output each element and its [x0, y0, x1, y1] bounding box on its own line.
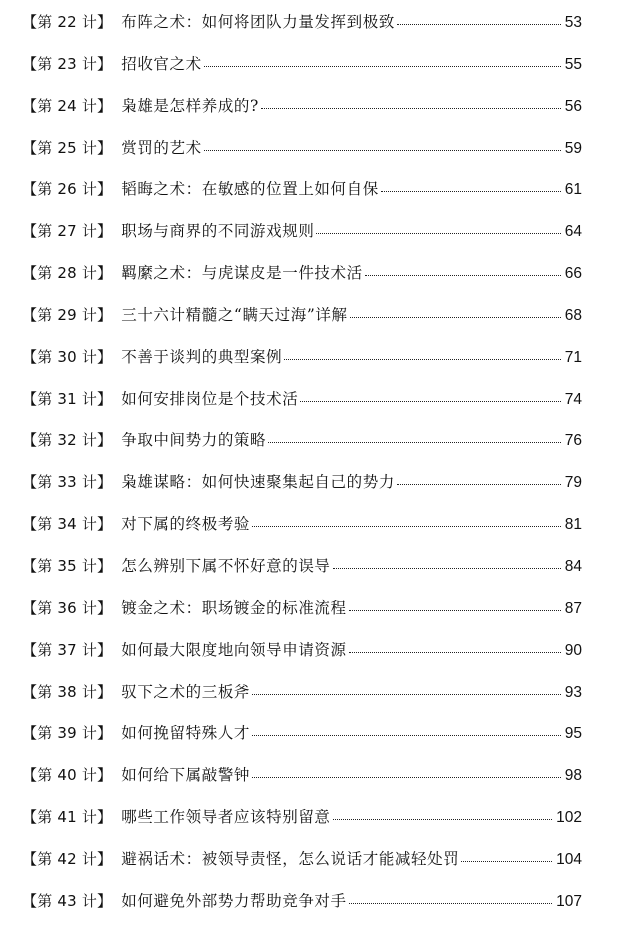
dot-leader — [333, 819, 553, 820]
toc-entry-title: 避祸话术：被领导责怪，怎么说话才能减轻处罚 — [121, 849, 460, 868]
dot-leader — [252, 526, 561, 527]
toc-entry-number: 【第 26 计】 — [22, 180, 113, 199]
toc-entry-page-number: 76 — [564, 432, 582, 450]
dot-leader — [252, 735, 561, 736]
toc-entry-title: 镀金之术：职场镀金的标准流程 — [121, 598, 347, 617]
toc-entry-page-number: 98 — [564, 767, 582, 785]
dot-leader — [204, 66, 561, 67]
toc-entry-number: 【第 42 计】 — [22, 849, 113, 868]
toc-entry-title: 韬晦之术：在敏感的位置上如何自保 — [121, 180, 379, 199]
toc-entry-number: 【第 29 计】 — [22, 305, 113, 324]
toc-entry-number: 【第 32 计】 — [22, 431, 113, 450]
toc-entry-page-number: 104 — [556, 850, 582, 868]
toc-entry-title: 布阵之术：如何将团队力量发挥到极致 — [121, 13, 395, 31]
toc-entry-page-number: 66 — [564, 265, 582, 283]
toc-entry-page-number: 68 — [564, 306, 582, 324]
toc-entry-number: 【第 35 计】 — [22, 556, 113, 575]
toc-entry[interactable] — [22, 261, 582, 303]
toc-entry[interactable] — [22, 10, 582, 52]
toc-entry-title: 职场与商界的不同游戏规则 — [121, 222, 315, 241]
toc-entry-title: 三十六计精髓之“瞒天过海”详解 — [121, 305, 348, 324]
toc-entry-number: 【第 30 计】 — [22, 347, 113, 366]
toc-entry[interactable] — [22, 847, 582, 889]
toc-entry-number: 【第 37 计】 — [22, 640, 113, 659]
toc-entry-number: 【第 31 计】 — [22, 389, 113, 408]
toc-entry-number: 【第 27 计】 — [22, 222, 113, 241]
toc-entry-page-number: 64 — [564, 223, 582, 241]
toc-entry-page-number: 55 — [564, 55, 582, 73]
toc-entry-page-number: 107 — [556, 892, 582, 910]
toc-entry-page-number: 71 — [564, 348, 582, 366]
toc-entry-page-number: 59 — [564, 139, 582, 157]
dot-leader — [350, 317, 561, 318]
toc-entry-page-number: 102 — [556, 809, 582, 827]
toc-entry[interactable] — [22, 387, 582, 429]
dot-leader — [268, 442, 561, 443]
toc-entry-page-number: 79 — [564, 474, 582, 492]
toc-entry[interactable] — [22, 177, 582, 219]
toc-entry[interactable] — [22, 763, 582, 805]
dot-leader — [397, 484, 561, 485]
dot-leader — [261, 108, 561, 109]
dot-leader — [397, 24, 561, 25]
dot-leader — [333, 568, 561, 569]
toc-entry-page-number: 81 — [564, 516, 582, 534]
dot-leader — [461, 861, 552, 862]
toc-entry-page-number: 53 — [564, 14, 582, 31]
toc-entry-page-number: 61 — [564, 181, 582, 199]
toc-entry-number: 【第 22 计】 — [22, 13, 113, 31]
toc-entry-title: 对下属的终极考验 — [121, 515, 251, 534]
toc-entry[interactable] — [22, 638, 582, 680]
toc-entry-title: 不善于谈判的典型案例 — [121, 347, 283, 366]
dot-leader — [381, 191, 561, 192]
dot-leader — [349, 610, 561, 611]
toc-entry-number: 【第 25 计】 — [22, 138, 113, 157]
dot-leader — [349, 652, 561, 653]
toc-entry-page-number: 93 — [564, 683, 582, 701]
toc-entry-title: 争取中间势力的策略 — [121, 431, 267, 450]
toc-entry-number: 【第 38 计】 — [22, 682, 113, 701]
toc-entry-number: 【第 36 计】 — [22, 598, 113, 617]
toc-entry-title: 如何安排岗位是个技术活 — [121, 389, 299, 408]
toc-entry[interactable] — [22, 889, 582, 931]
dot-leader — [316, 233, 560, 234]
toc-entry-page-number: 74 — [564, 390, 582, 408]
toc-entry-number: 【第 33 计】 — [22, 473, 113, 492]
toc-entry-title: 枭雄谋略：如何快速聚集起自己的势力 — [121, 473, 395, 492]
dot-leader — [252, 694, 561, 695]
toc-entry-title: 如何给下属敲警钟 — [121, 766, 251, 785]
toc-entry-number: 【第 40 计】 — [22, 766, 113, 785]
toc-entry[interactable] — [22, 554, 582, 596]
toc-entry-page-number: 87 — [564, 599, 582, 617]
dot-leader — [284, 359, 561, 360]
toc-entry-title: 赏罚的艺术 — [121, 138, 202, 157]
toc-entry-number: 【第 39 计】 — [22, 724, 113, 743]
toc-entry-number: 【第 43 计】 — [22, 891, 113, 910]
toc-entry[interactable] — [22, 303, 582, 345]
toc-entry[interactable] — [22, 428, 582, 470]
toc-entry-title: 驭下之术的三板斧 — [121, 682, 251, 701]
toc-entry-number: 【第 24 计】 — [22, 96, 113, 115]
toc-entry[interactable] — [22, 512, 582, 554]
toc-entry-number: 【第 23 计】 — [22, 54, 113, 73]
toc-entry-number: 【第 34 计】 — [22, 515, 113, 534]
toc-entry[interactable] — [22, 470, 582, 512]
dot-leader — [204, 150, 561, 151]
toc-entry-number: 【第 41 计】 — [22, 808, 113, 827]
toc-entry-page-number: 84 — [564, 557, 582, 575]
toc-entry-page-number: 56 — [564, 97, 582, 115]
toc-entry-page-number: 90 — [564, 641, 582, 659]
toc-entry-title: 枭雄是怎样养成的? — [121, 96, 259, 115]
toc-entry-number: 【第 28 计】 — [22, 264, 113, 283]
toc-entry-title: 如何挽留特殊人才 — [121, 724, 251, 743]
toc-entry[interactable] — [22, 596, 582, 638]
toc-entry-title: 怎么辨别下属不怀好意的误导 — [121, 556, 331, 575]
toc-entry-title: 如何最大限度地向领导申请资源 — [121, 640, 347, 659]
toc-entry[interactable] — [22, 345, 582, 387]
toc-entry[interactable] — [22, 94, 582, 136]
toc-entry[interactable] — [22, 136, 582, 178]
dot-leader — [300, 401, 560, 402]
toc-entry[interactable] — [22, 721, 582, 763]
dot-leader — [349, 903, 552, 904]
toc-entry[interactable] — [22, 52, 582, 94]
dot-leader — [252, 777, 561, 778]
toc-entry-title: 羁縻之术：与虎谋皮是一件技术活 — [121, 264, 363, 283]
toc-entry[interactable] — [22, 680, 582, 722]
toc-entry[interactable] — [22, 805, 582, 847]
table-of-contents — [22, 10, 582, 931]
toc-entry-title: 招收官之术 — [121, 54, 202, 73]
toc-entry[interactable] — [22, 219, 582, 261]
toc-entry-title: 哪些工作领导者应该特别留意 — [121, 808, 331, 827]
toc-entry-page-number: 95 — [564, 725, 582, 743]
dot-leader — [365, 275, 561, 276]
toc-entry-title: 如何避免外部势力帮助竞争对手 — [121, 891, 347, 910]
